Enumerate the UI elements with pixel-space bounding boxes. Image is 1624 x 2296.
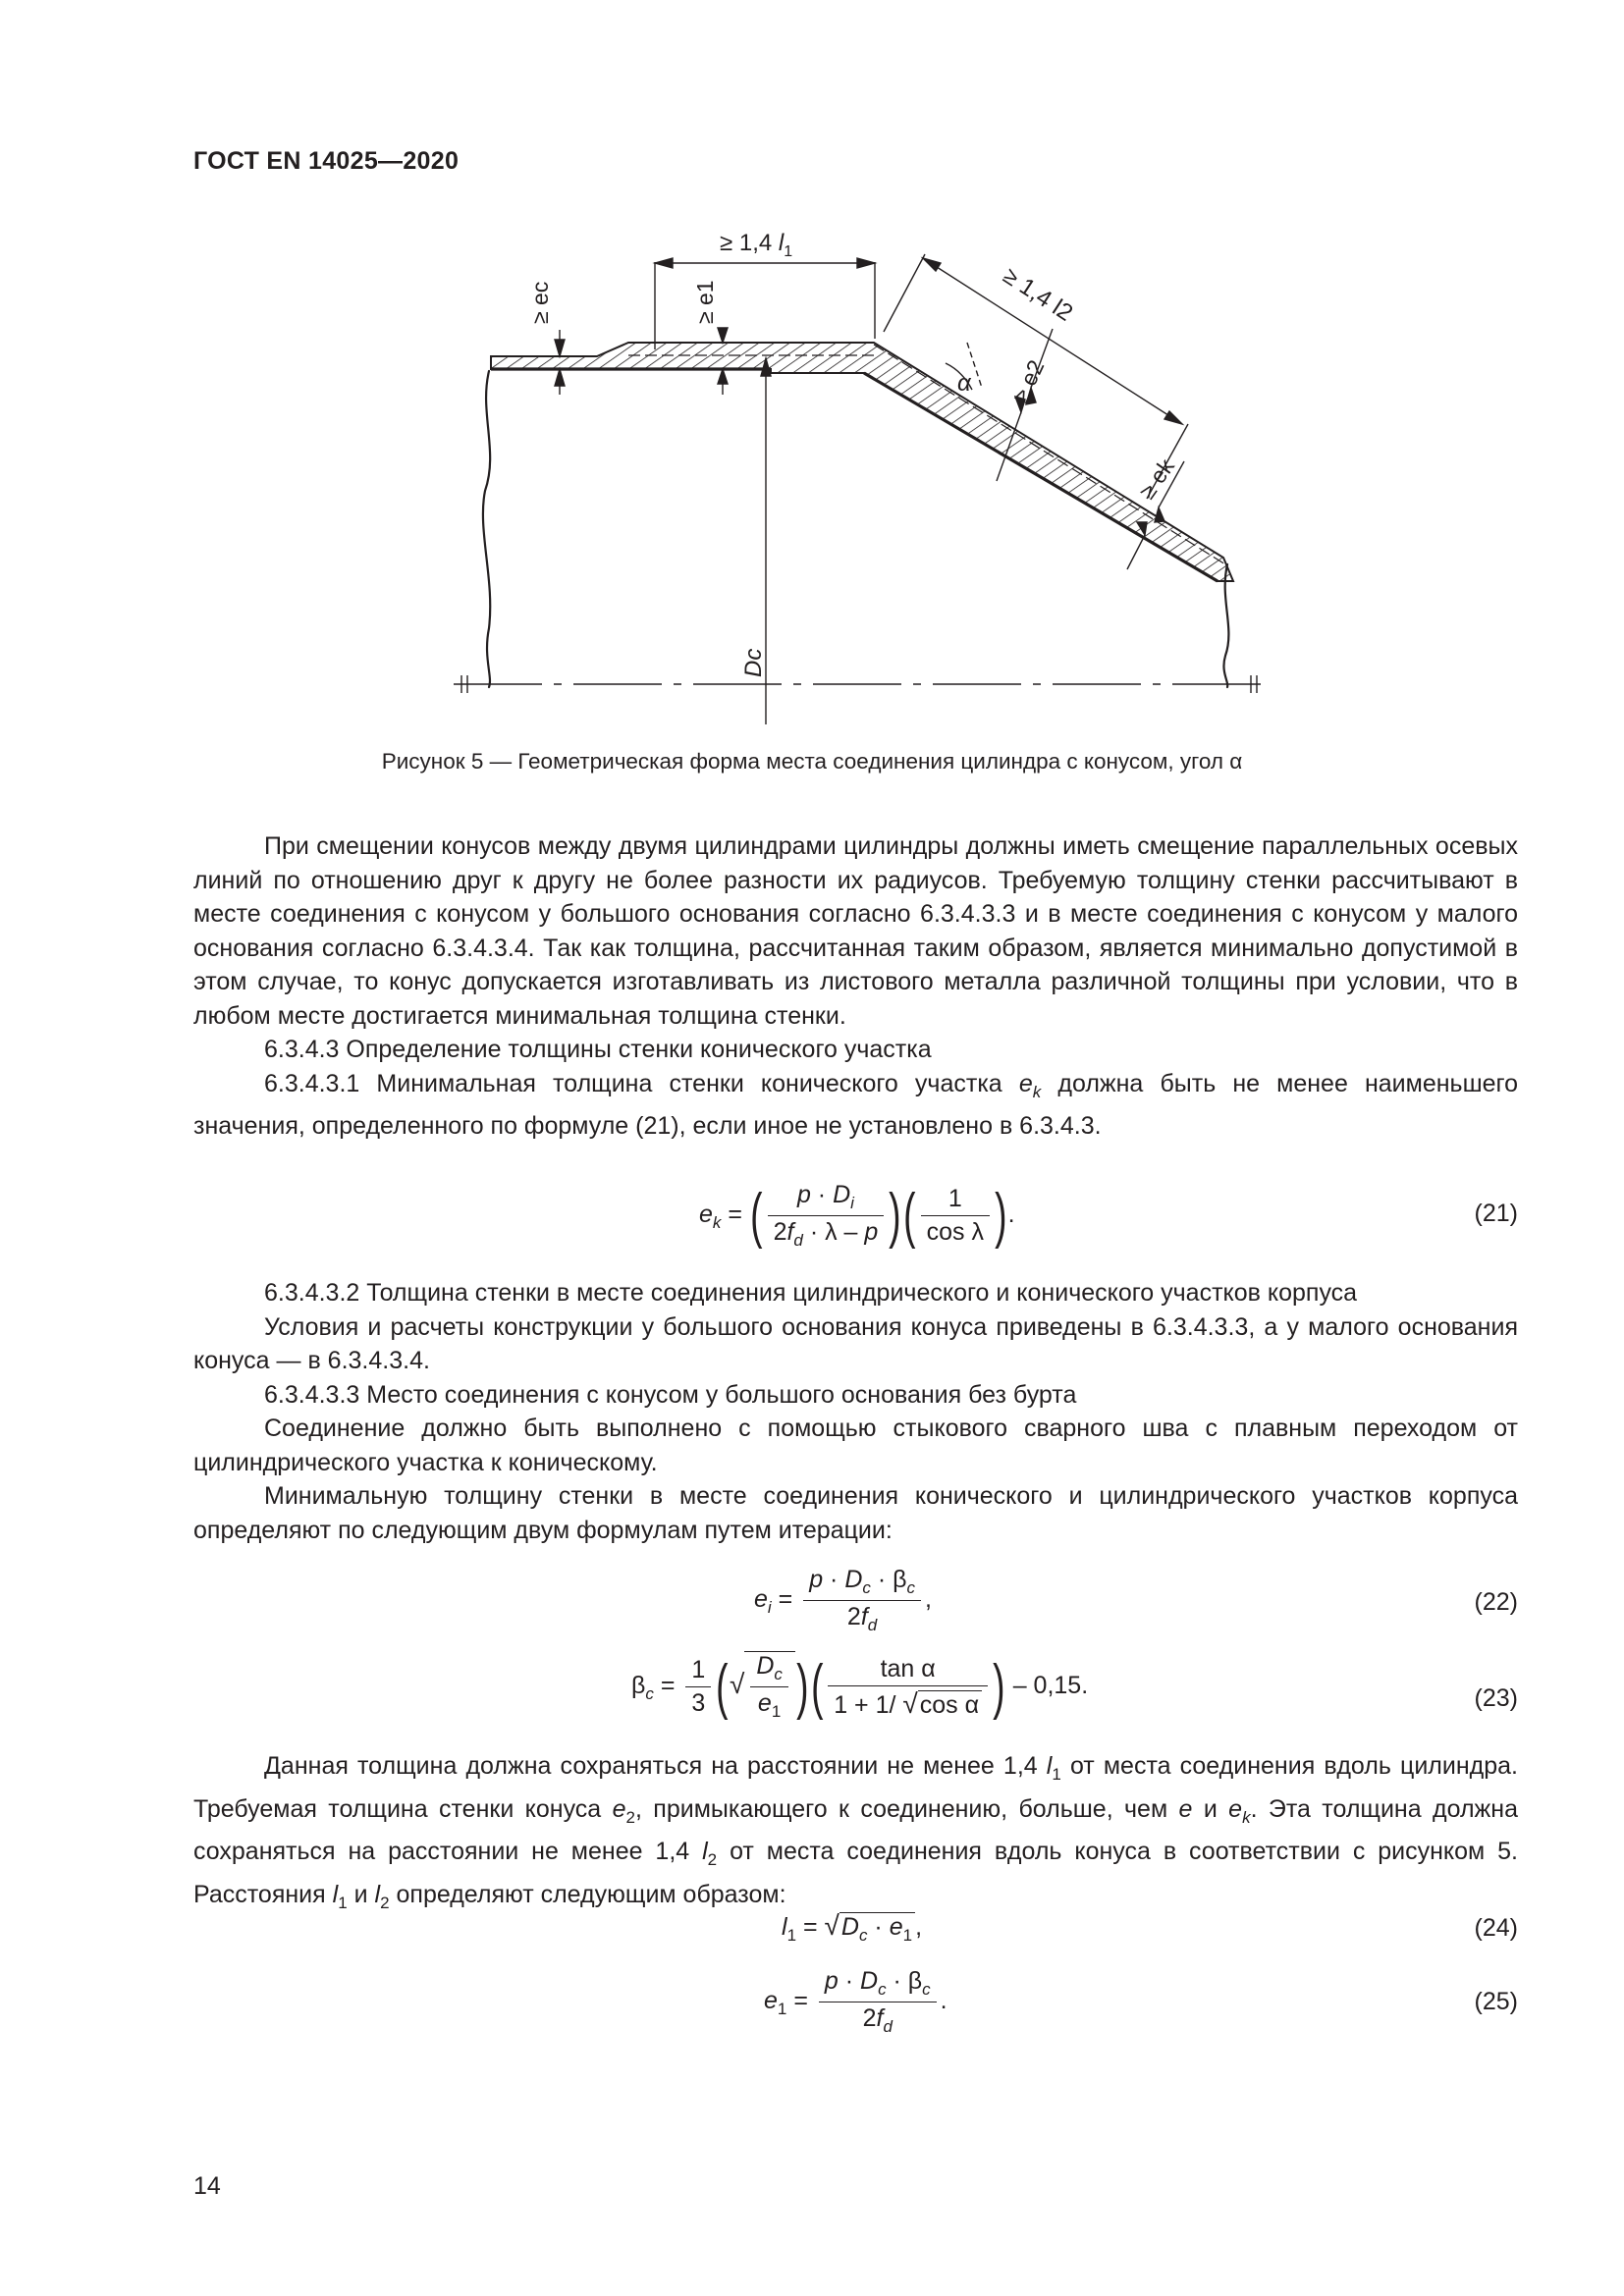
cone-cylinder-junction-drawing xyxy=(432,221,1296,741)
body-text-1 xyxy=(193,829,1518,1144)
label-e1: ≥ e1 xyxy=(692,280,718,324)
label-l1: ≥ 1,4 $l_1$ xyxy=(720,230,793,260)
label-l2: ≥ 1,4 l2 xyxy=(998,262,1078,327)
formula-number-22: (22) xyxy=(1474,1588,1518,1616)
paragraph-iteration: Минимальную толщину стенки в месте соединения конического и цилиндрического участков корпуса определяют по следующим двум формулам путем итерации: xyxy=(193,1482,1518,1544)
formula-22: $e_i$ = $\frac{p \cdot D_c \cdot \beta_c}{2f_d}$ , xyxy=(754,1566,932,1634)
paragraph-conditions: Условия и расчеты конструкции у большого основания конуса приведены в 6.3.4.3.3, а у малого основания конуса — в 6.3.4.3.4. xyxy=(193,1312,1518,1374)
formula-number-24: (24) xyxy=(1474,1914,1518,1942)
section-heading-6-3-4-3: 6.3.4.3 Определение толщины стенки конического участка xyxy=(264,1036,932,1063)
paragraph-joint: Соединение должно быть выполнено с помощью стыкового сварного шва с плавным переходом от цилиндрического участка к коническому. xyxy=(193,1415,1518,1476)
paragraph-offset: При смещении конусов между двумя цилиндрами цилиндры должны иметь смещение параллельных осевых линий по отношению друг к другу не более разности их радиусов. Требуемую толщину стенки рассчитывают в месте соединения с конусом у большого основания согласно 6.3.4.3.3 и в месте соединения с конусом у малого основания согласно 6.3.4.3.4. Так как толщина, рассчитанная таким образом, является минимально допустимой в этом случае, то конус допускается изготавливать из листового металла различной толщины при условии, что в любом месте достигается минимальная толщина стенки. xyxy=(193,832,1518,1030)
paragraph-6-3-4-3-1: 6.3.4.3.1 Минимальная толщина стенки конического участка $e_k$ должна быть не менее наименьшего значения, определенного по формуле (21), если иное не установлено в 6.3.4.3. xyxy=(193,1069,1518,1140)
figure-caption: Рисунок 5 — Геометрическая форма места соединения цилиндра с конусом, угол α xyxy=(381,749,1243,774)
formula-25: $e_1$ = $\frac{p \cdot D_c \cdot \beta_c}{2f_d}$ . xyxy=(764,1967,947,2036)
body-text-3 xyxy=(193,1749,1518,1920)
body-text-2 xyxy=(193,1276,1518,1547)
label-dc: Dc xyxy=(740,648,767,677)
section-heading-6-3-4-3-2: 6.3.4.3.2 Толщина стенки в месте соединения цилиндрического и конического участков корпуса xyxy=(264,1279,1358,1307)
formula-23: $\beta_c$ = $\frac{1}{3}$ (√ $\frac{D_c}{e_1}$ )( $\frac{\text{tan α}}{\text{1 + 1/ √cos α}}$ ) – 0,15. xyxy=(631,1652,1089,1721)
formula-number-23: (23) xyxy=(1474,1684,1518,1712)
wall-hatched-section xyxy=(491,343,1233,581)
label-alpha: α xyxy=(957,370,971,397)
label-ec: ≥ ec xyxy=(527,281,553,324)
formula-number-25: (25) xyxy=(1474,1988,1518,2015)
formula-21: $e_k$ = ( $\frac{p \cdot D_i}{2f_d \cdot \lambda - p}$ )( $\frac{1}{\text{cos λ}}$ ). xyxy=(699,1181,1015,1250)
section-heading-6-3-4-3-3: 6.3.4.3.3 Место соединения с конусом у большого основания без бурта xyxy=(264,1380,1077,1409)
document-header: ГОСТ EN 14025—2020 xyxy=(193,147,460,175)
formula-24: $l_1 = √D_c \cdot e_1$ , xyxy=(782,1910,923,1945)
label-ek: ≥ ek xyxy=(1133,454,1179,504)
formula-number-21: (21) xyxy=(1474,1200,1518,1227)
page-number: 14 xyxy=(193,2172,221,2200)
paragraph-distances: Данная толщина должна сохраняться на расстоянии не менее 1,4 $l_1$ от места соединения вдоль цилиндра. Требуемая толщина стенки конуса $e_2$, примыкающего к соединению, больше, чем e и $e_k$. Эта толщина должна сохраняться на расстоянии не менее 1,4 $l_2$ от места соединения вдоль конуса в соответствии с рисунком 5. Расстояния $l_1$ и $l_2$ определяют следующим образом: xyxy=(193,1752,1518,1912)
label-e2: ≥ e2 xyxy=(1006,355,1050,407)
